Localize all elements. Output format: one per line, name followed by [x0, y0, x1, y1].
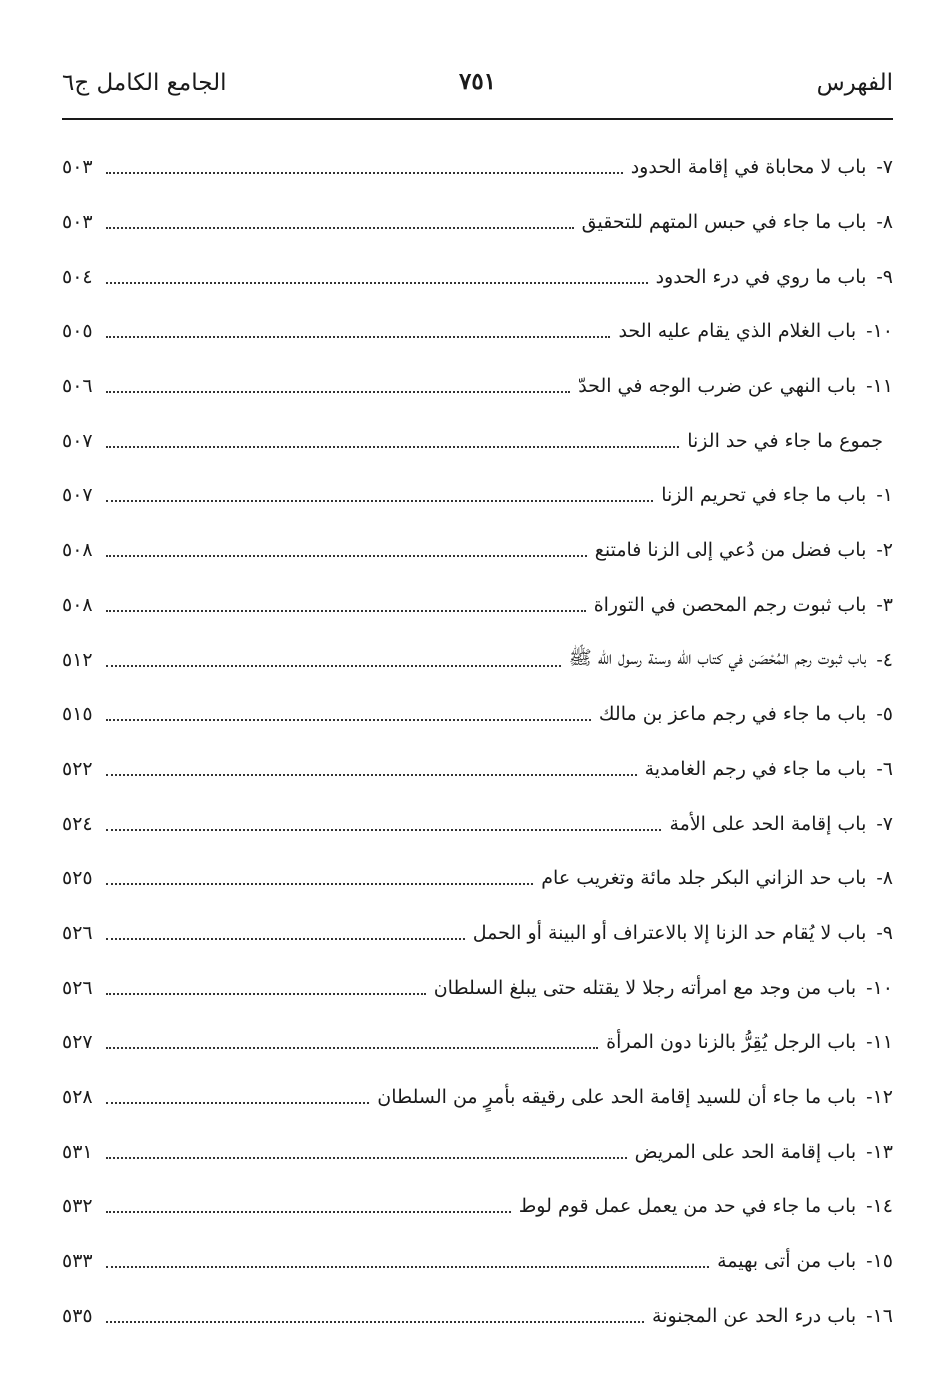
- toc-entry: [62, 304, 893, 359]
- page-number: ٧٥١: [458, 68, 497, 95]
- entry-title: باب ما جاء في رجم ماعز بن مالك: [598, 703, 867, 726]
- entry-title: باب إقامة الحد على الأمة: [669, 812, 867, 835]
- dot-leader: [106, 665, 561, 667]
- book-title: الجامع الكامل ج٦: [62, 70, 227, 96]
- entry-number: ١٣-: [866, 1140, 893, 1163]
- entry-number: ١٤-: [866, 1195, 893, 1218]
- dot-leader: [106, 1266, 709, 1268]
- toc-entry: [62, 359, 893, 414]
- entry-title: باب النهي عن ضرب الوجه في الحدّ: [578, 375, 857, 398]
- entry-number: ١٠-: [866, 976, 893, 999]
- entry-number: ١٥-: [866, 1250, 893, 1273]
- entry-page-number: ٥٠٥: [62, 320, 93, 343]
- entry-number: ٩-: [876, 265, 893, 288]
- entry-number: ١٠-: [866, 320, 893, 343]
- toc-entry: [62, 468, 893, 523]
- header-rule: [62, 118, 893, 120]
- entry-number: ٨-: [876, 867, 893, 890]
- entry-page-number: ٥٠٧: [62, 429, 93, 452]
- toc-entry: [62, 1288, 893, 1343]
- toc-entry: [62, 1015, 893, 1070]
- entry-number: ٥-: [876, 703, 893, 726]
- dot-leader: [106, 829, 661, 831]
- toc-entry: [62, 195, 893, 250]
- entry-page-number: ٥٢٦: [62, 976, 93, 999]
- dot-leader: [106, 1102, 369, 1104]
- toc-entry: [62, 796, 893, 851]
- toc-group-heading: [62, 413, 893, 468]
- entry-number: ١-: [876, 484, 893, 507]
- entry-page-number: ٥٢٤: [62, 812, 93, 835]
- toc-entry: [62, 632, 893, 687]
- page-header: [62, 66, 893, 112]
- entry-page-number: ٥٣٢: [62, 1195, 93, 1218]
- dot-leader: [106, 938, 465, 940]
- entry-number: ١٦-: [866, 1304, 893, 1327]
- entry-title: باب حد الزاني البكر جلد مائة وتغريب عام: [541, 867, 867, 890]
- section-title: الفهرس: [816, 70, 893, 96]
- dot-leader: [106, 555, 587, 557]
- entry-title: باب ما جاء في تحريم الزنا: [661, 484, 867, 507]
- dot-leader: [106, 883, 533, 885]
- toc-entry: [62, 1070, 893, 1125]
- entry-title: باب الرجل يُقِرُّ بالزنا دون المرأة: [606, 1031, 857, 1054]
- table-of-contents: [62, 140, 893, 1343]
- entry-title: باب ما جاء أن للسيد إقامة الحد على رقيقه بأمرٍ من السلطان: [377, 1086, 857, 1109]
- entry-number: ٨-: [876, 211, 893, 234]
- entry-number: ٧-: [876, 156, 893, 179]
- toc-entry: [62, 1179, 893, 1234]
- dot-leader: [106, 227, 574, 229]
- dot-leader: [106, 774, 637, 776]
- toc-entry: [62, 1124, 893, 1179]
- entry-title: باب درء الحد عن المجنونة: [652, 1304, 857, 1327]
- entry-number: ١١-: [866, 1031, 893, 1054]
- dot-leader: [106, 446, 679, 448]
- entry-number: ٣-: [876, 593, 893, 616]
- toc-entry: [62, 1234, 893, 1289]
- entry-title: باب ما روي في درء الحدود: [655, 265, 867, 288]
- toc-entry: [62, 578, 893, 633]
- entry-title: باب ما جاء في حد من يعمل عمل قوم لوط: [518, 1195, 857, 1218]
- toc-entry: [62, 906, 893, 961]
- entry-page-number: ٥٠٣: [62, 211, 93, 234]
- toc-entry: [62, 140, 893, 195]
- entry-page-number: ٥٣٣: [62, 1250, 93, 1273]
- toc-entry: [62, 249, 893, 304]
- dot-leader: [106, 610, 586, 612]
- toc-entry: [62, 742, 893, 797]
- dot-leader: [106, 282, 648, 284]
- entry-title: باب لا محاباة في إقامة الحدود: [630, 156, 867, 179]
- toc-entry: [62, 687, 893, 742]
- entry-number: ١٢-: [866, 1086, 893, 1109]
- entry-page-number: ٥٢٨: [62, 1086, 93, 1109]
- entry-title: باب ما جاء في رجم الغامدية: [644, 757, 867, 780]
- entry-page-number: ٥٣١: [62, 1140, 93, 1163]
- entry-title: باب لا يُقام حد الزنا إلا بالاعتراف أو البينة أو الحمل: [472, 921, 867, 944]
- toc-entry: [62, 523, 893, 578]
- dot-leader: [106, 1047, 598, 1049]
- dot-leader: [106, 719, 591, 721]
- dot-leader: [106, 500, 653, 502]
- entry-number: ٦-: [876, 757, 893, 780]
- dot-leader: [106, 1321, 644, 1323]
- entry-title: باب ثبوت رجم المُحْصَن في كتاب الله وسنة رسول الله ﷺ: [568, 646, 867, 669]
- entry-title: باب فضل من دُعي إلى الزنا فامتنع: [594, 539, 867, 562]
- entry-page-number: ٥٢٧: [62, 1031, 93, 1054]
- entry-number: ٩-: [876, 921, 893, 944]
- entry-title: جموع ما جاء في حد الزنا: [687, 429, 883, 452]
- dot-leader: [106, 336, 610, 338]
- entry-title: باب ثبوت رجم المحصن في التوراة: [593, 593, 867, 616]
- dot-leader: [106, 993, 426, 995]
- entry-number: ٧-: [876, 812, 893, 835]
- entry-number: ١١-: [866, 375, 893, 398]
- entry-page-number: ٥١٥: [62, 703, 93, 726]
- dot-leader: [106, 1157, 627, 1159]
- entry-title: باب إقامة الحد على المريض: [634, 1140, 857, 1163]
- entry-page-number: ٥٠٦: [62, 375, 93, 398]
- entry-page-number: ٥١٢: [62, 648, 93, 671]
- entry-title: باب من أتى بهيمة: [717, 1250, 857, 1273]
- entry-page-number: ٥٢٦: [62, 921, 93, 944]
- dot-leader: [106, 172, 623, 174]
- entry-page-number: ٥٠٨: [62, 539, 93, 562]
- entry-page-number: ٥٣٥: [62, 1304, 93, 1327]
- entry-page-number: ٥٢٥: [62, 867, 93, 890]
- dot-leader: [106, 1211, 511, 1213]
- dot-leader: [106, 391, 570, 393]
- toc-entry: [62, 851, 893, 906]
- entry-page-number: ٥٠٤: [62, 265, 93, 288]
- entry-page-number: ٥٠٧: [62, 484, 93, 507]
- entry-number: ٢-: [876, 539, 893, 562]
- entry-page-number: ٥٢٢: [62, 757, 93, 780]
- entry-page-number: ٥٠٨: [62, 593, 93, 616]
- entry-page-number: ٥٠٣: [62, 156, 93, 179]
- entry-title: باب ما جاء في حبس المتهم للتحقيق: [581, 211, 867, 234]
- toc-entry: [62, 960, 893, 1015]
- entry-title: باب الغلام الذي يقام عليه الحد: [618, 320, 857, 343]
- entry-title: باب من وجد مع امرأته رجلا لا يقتله حتى يبلغ السلطان: [433, 976, 857, 999]
- entry-number: ٤-: [876, 648, 893, 671]
